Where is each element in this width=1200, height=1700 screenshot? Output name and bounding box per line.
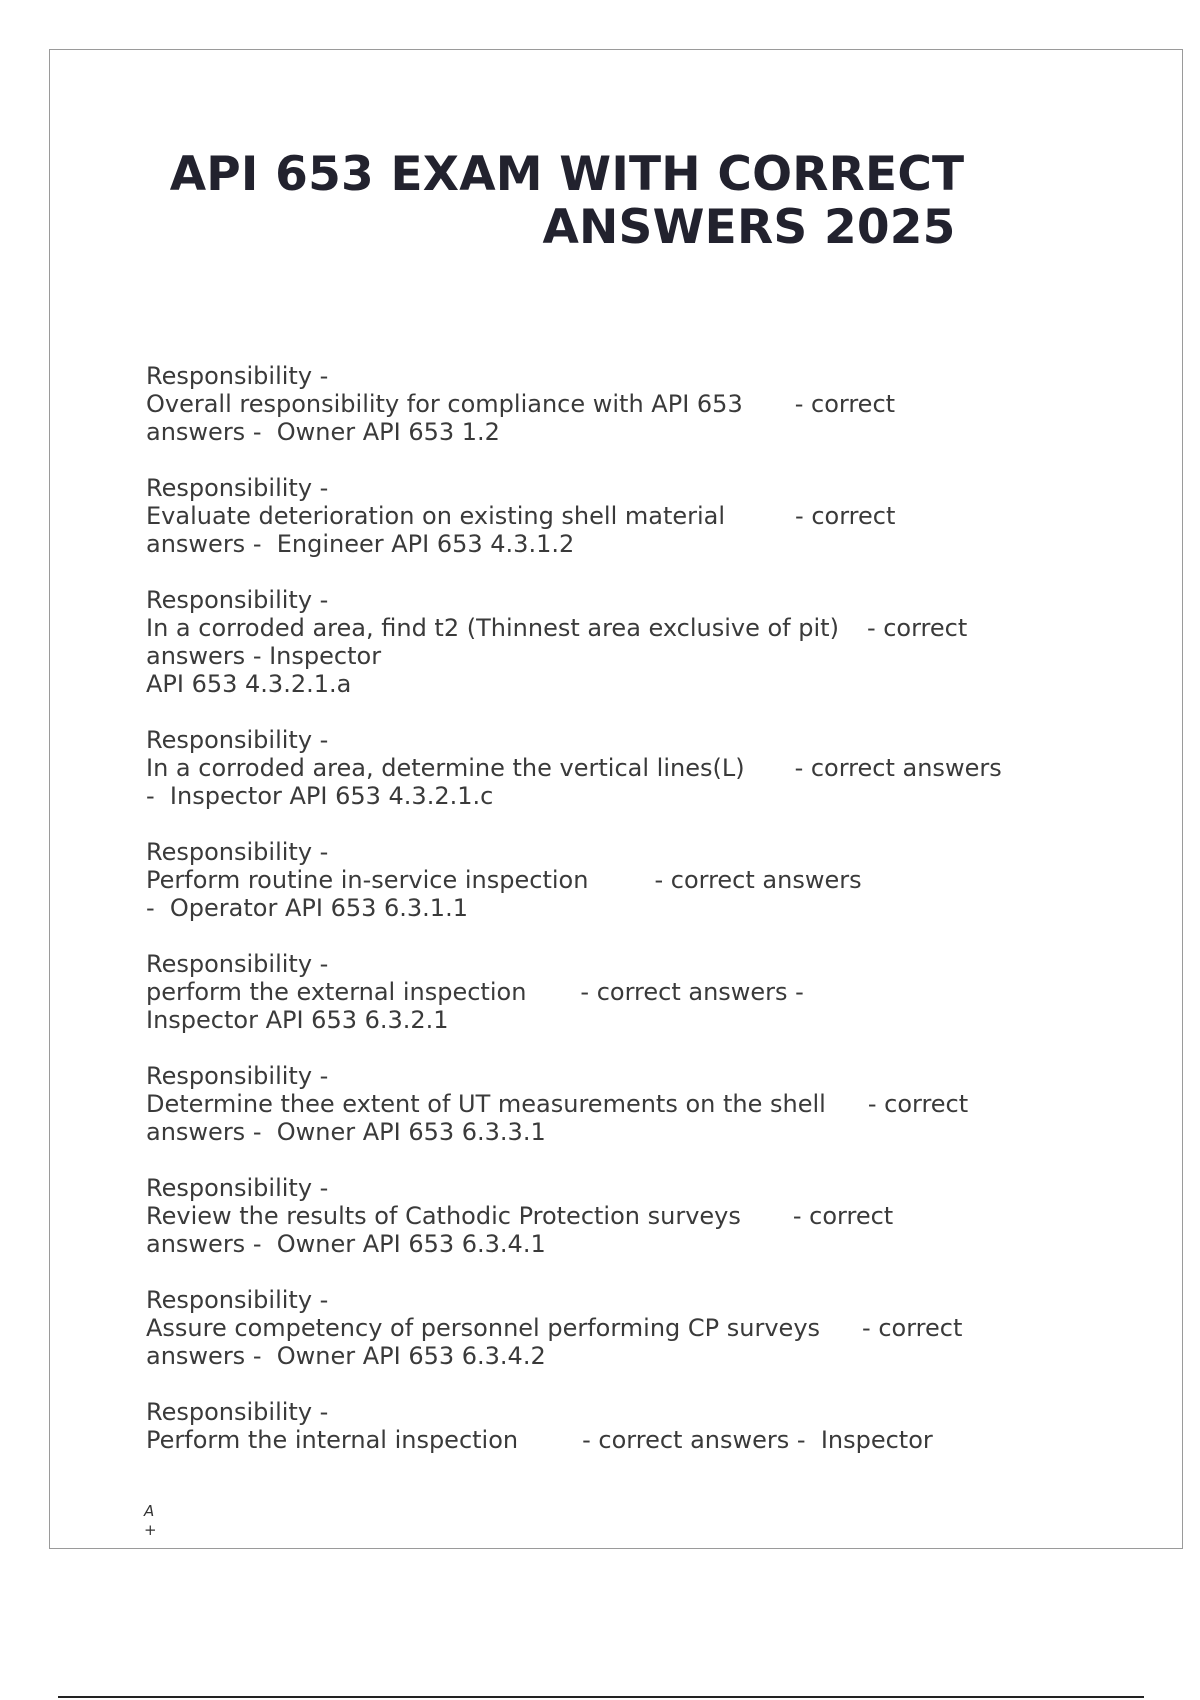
qa-question: Overall responsibility for compliance with API 653: [146, 390, 743, 418]
qa-list: [146, 362, 1106, 1482]
qa-answer: answers - Engineer API 653 4.3.1.2: [146, 530, 575, 558]
qa-answer-label: - correct answers - Inspector: [582, 1426, 933, 1454]
qa-answer: answers - Inspector: [146, 642, 382, 670]
qa-question: Evaluate deterioration on existing shell material: [146, 502, 726, 530]
qa-question: perform the external inspection: [146, 978, 527, 1006]
qa-heading: Responsibility -: [146, 1398, 329, 1426]
qa-question: In a corroded area, find t2 (Thinnest area exclusive of pit): [146, 614, 839, 642]
qa-item-8: [146, 1174, 1106, 1258]
qa-answer: - Inspector API 653 4.3.2.1.c: [146, 782, 494, 810]
qa-heading: Responsibility -: [146, 950, 329, 978]
title-line-2: ANSWERS 2025: [542, 200, 956, 255]
qa-reference: API 653 4.3.2.1.a: [146, 670, 352, 698]
qa-item-5: [146, 838, 1106, 922]
footer-mark-letter: A: [144, 1502, 155, 1520]
qa-answer-label: - correct: [866, 614, 968, 642]
qa-item-4: [146, 726, 1106, 810]
qa-item-1: [146, 362, 1106, 446]
qa-answer: answers - Owner API 653 6.3.4.1: [146, 1230, 546, 1258]
qa-question: Review the results of Cathodic Protection surveys: [146, 1202, 741, 1230]
qa-item-2: [146, 474, 1106, 558]
qa-heading: Responsibility -: [146, 1062, 329, 1090]
qa-answer-label: - correct: [867, 1090, 969, 1118]
qa-heading: Responsibility -: [146, 362, 329, 390]
qa-answer-label: - correct: [794, 390, 896, 418]
title-line-1: API 653 EXAM WITH CORRECT: [169, 147, 965, 202]
qa-item-7: [146, 1062, 1106, 1146]
qa-heading: Responsibility -: [146, 586, 329, 614]
qa-item-6: [146, 950, 1106, 1034]
qa-question: Assure competency of personnel performing CP surveys: [146, 1314, 821, 1342]
qa-answer: - Operator API 653 6.3.1.1: [146, 894, 468, 922]
qa-answer: answers - Owner API 653 6.3.3.1: [146, 1118, 546, 1146]
qa-heading: Responsibility -: [146, 838, 329, 866]
qa-answer: Inspector API 653 6.3.2.1: [146, 1006, 449, 1034]
qa-answer-label: - correct: [792, 1202, 894, 1230]
qa-question: Perform the internal inspection: [146, 1426, 519, 1454]
qa-question: Perform routine in-service inspection: [146, 866, 589, 894]
bottom-rule: [58, 1696, 1144, 1698]
qa-item-3: [146, 586, 1106, 698]
page-title: [50, 148, 1182, 254]
qa-heading: Responsibility -: [146, 1174, 329, 1202]
page-frame: [49, 49, 1183, 1549]
qa-heading: Responsibility -: [146, 1286, 329, 1314]
qa-answer-label: - correct answers: [794, 754, 1002, 782]
footer-mark-plus: +: [144, 1521, 157, 1539]
qa-heading: Responsibility -: [146, 474, 329, 502]
qa-question: In a corroded area, determine the vertical lines(L): [146, 754, 745, 782]
qa-answer-label: - correct: [862, 1314, 963, 1342]
qa-answer: answers - Owner API 653 1.2: [146, 418, 500, 446]
qa-item-10: [146, 1398, 1106, 1454]
footer-mark: [144, 1502, 157, 1540]
qa-question: Determine thee extent of UT measurements on the shell: [146, 1090, 826, 1118]
qa-heading: Responsibility -: [146, 726, 329, 754]
qa-item-9: [146, 1286, 1106, 1370]
qa-answer-label: - correct: [795, 502, 896, 530]
qa-answer: answers - Owner API 653 6.3.4.2: [146, 1342, 546, 1370]
qa-answer-label: - correct answers -: [580, 978, 804, 1006]
qa-answer-label: - correct answers: [654, 866, 862, 894]
